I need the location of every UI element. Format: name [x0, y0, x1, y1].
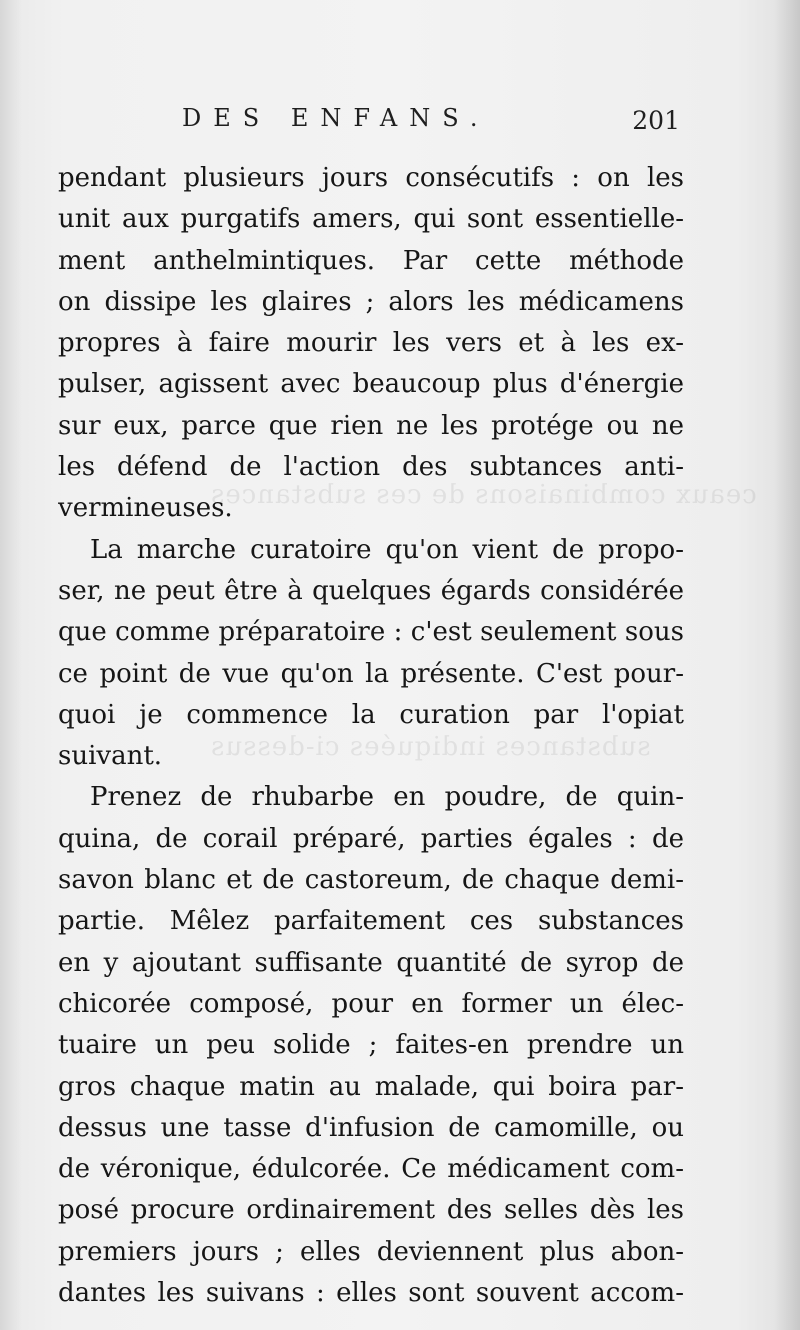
text-line: quina, de corail préparé, parties égales : de	[58, 823, 684, 854]
text-line: pulser, agissent avec beaucoup plus d'énergie	[58, 369, 684, 400]
paragraph-first-line: Prenez de rhubarbe en poudre, de quin-	[90, 782, 684, 813]
text-line: les défend de l'action des subtances anti-	[58, 452, 684, 483]
text-line: sur eux, parce que rien ne les protége ou ne	[58, 410, 684, 441]
text-line: savon blanc et de castoreum, de chaque demi-	[58, 865, 684, 896]
text-line: premiers jours ; elles deviennent plus abon-	[58, 1236, 684, 1267]
text-line: en y ajoutant suffisante quantité de syrop de	[58, 947, 684, 978]
text-line: on dissipe les glaires ; alors les médicamens	[58, 286, 684, 317]
body-text	[58, 158, 684, 1314]
show-through-text: substances indiquées ci-dessus	[210, 732, 651, 762]
text-line: quoi je commence la curation par l'opiat	[58, 699, 684, 730]
text-line: ce point de vue qu'on la présente. C'est pour-	[58, 658, 684, 689]
text-line: suivant.	[58, 741, 163, 772]
text-line: pendant plusieurs jours consécutifs : on les	[58, 163, 684, 193]
text-line: ser, ne peut être à quelques égards considérée	[58, 575, 684, 606]
text-line: chicorée composé, pour en former un élec-	[58, 988, 684, 1019]
page-header	[182, 104, 682, 144]
text-line: de véronique, édulcorée. Ce médicament com-	[58, 1154, 684, 1185]
text-line: gros chaque matin au malade, qui boira par-	[58, 1071, 684, 1102]
text-line: partie. Mêlez parfaitement ces substances	[58, 906, 684, 937]
paragraph-first-line: La marche curatoire qu'on vient de propo-	[90, 534, 684, 565]
page-edge-shadow-right	[774, 0, 800, 1330]
text-line: dessus une tasse d'infusion de camomille, ou	[58, 1112, 684, 1143]
text-line: vermineuses.	[58, 493, 233, 524]
text-line: tuaire un peu solide ; faites-en prendre un	[58, 1030, 684, 1061]
page-number: 201	[632, 106, 680, 135]
show-through-text: ceaux combinaisons de ces substances	[210, 480, 757, 510]
running-head: DES ENFANS.	[182, 104, 490, 132]
text-line: posé procure ordinairement des selles dès les	[58, 1195, 684, 1226]
text-line: unit aux purgatifs amers, qui sont essentielle-	[58, 204, 684, 235]
page-edge-shadow-left	[0, 0, 22, 1330]
text-line: dantes les suivans : elles sont souvent accom-	[58, 1278, 684, 1309]
text-line: propres à faire mourir les vers et à les ex-	[58, 328, 684, 359]
text-line: que comme préparatoire : c'est seulement sous	[58, 617, 684, 648]
text-line: ment anthelmintiques. Par cette méthode	[58, 245, 684, 276]
